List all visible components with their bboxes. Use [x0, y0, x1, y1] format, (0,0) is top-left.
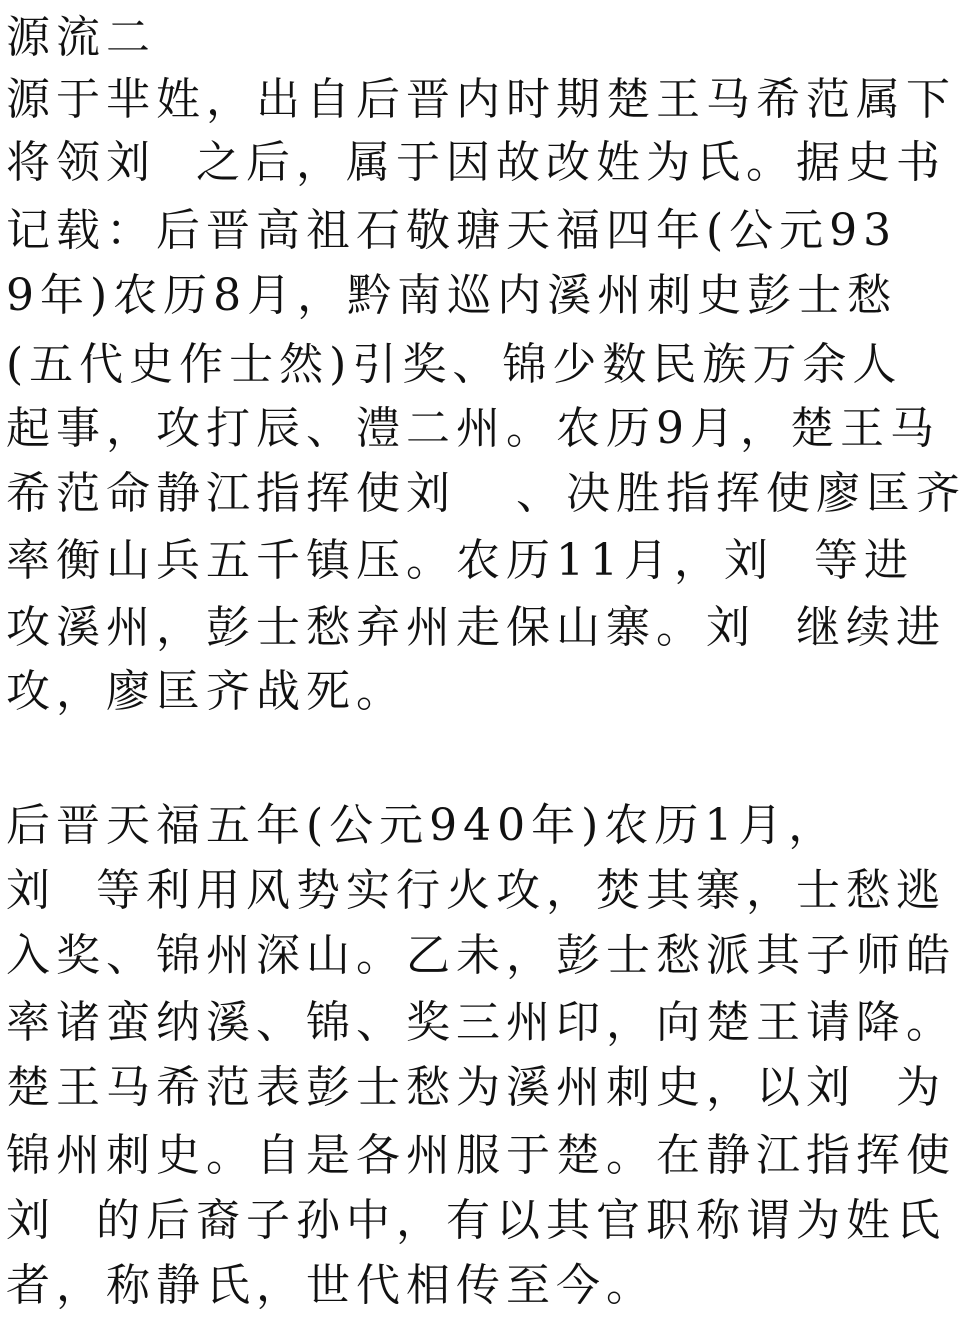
text-line: 刘 的后裔子孙中，有以其官职称谓为姓氏 — [6, 1195, 946, 1246]
text-line: 率诸蛮纳溪、锦、奖三州印，向楚王请降。 — [6, 997, 956, 1048]
text-line: 后晋天福五年(公元940年)农历1月， — [6, 800, 839, 851]
text-line: (五代史作士然)引奖、锦少数民族万余人 — [6, 339, 903, 390]
text-line: 源于芈姓，出自后晋内时期楚王马希范属下 — [6, 74, 956, 125]
document-title: 源流二 — [6, 12, 156, 63]
text-line: 起事，攻打辰、澧二州。农历9月，楚王马 — [6, 403, 940, 454]
text-line: 攻，廖匡齐战死。 — [6, 666, 406, 717]
text-line: 将领刘 之后，属于因故改姓为氏。据史书 — [6, 137, 946, 188]
text-line: 9年)农历8月，黔南巡内溪州刺史彭士愁 — [6, 270, 898, 321]
text-line: 刘 等利用风势实行火攻，焚其寨，士愁逃 — [6, 865, 946, 916]
text-line: 入奖、锦州深山。乙未，彭士愁派其子师皓 — [6, 930, 956, 981]
text-line: 记载：后晋高祖石敬瑭天福四年(公元93 — [6, 205, 898, 256]
text-line: 希范命静江指挥使刘 、决胜指挥使廖匡齐 — [6, 468, 966, 519]
text-line: 锦州刺史。自是各州服于楚。在静江指挥使 — [6, 1130, 956, 1181]
text-line: 楚王马希范表彭士愁为溪州刺史，以刘 为 — [6, 1062, 946, 1113]
text-line: 率衡山兵五千镇压。农历11月，刘 等进 — [6, 535, 914, 586]
text-line: 者，称静氏，世代相传至今。 — [6, 1260, 656, 1311]
text-line: 攻溪州，彭士愁弃州走保山寨。刘 继续进 — [6, 602, 946, 653]
